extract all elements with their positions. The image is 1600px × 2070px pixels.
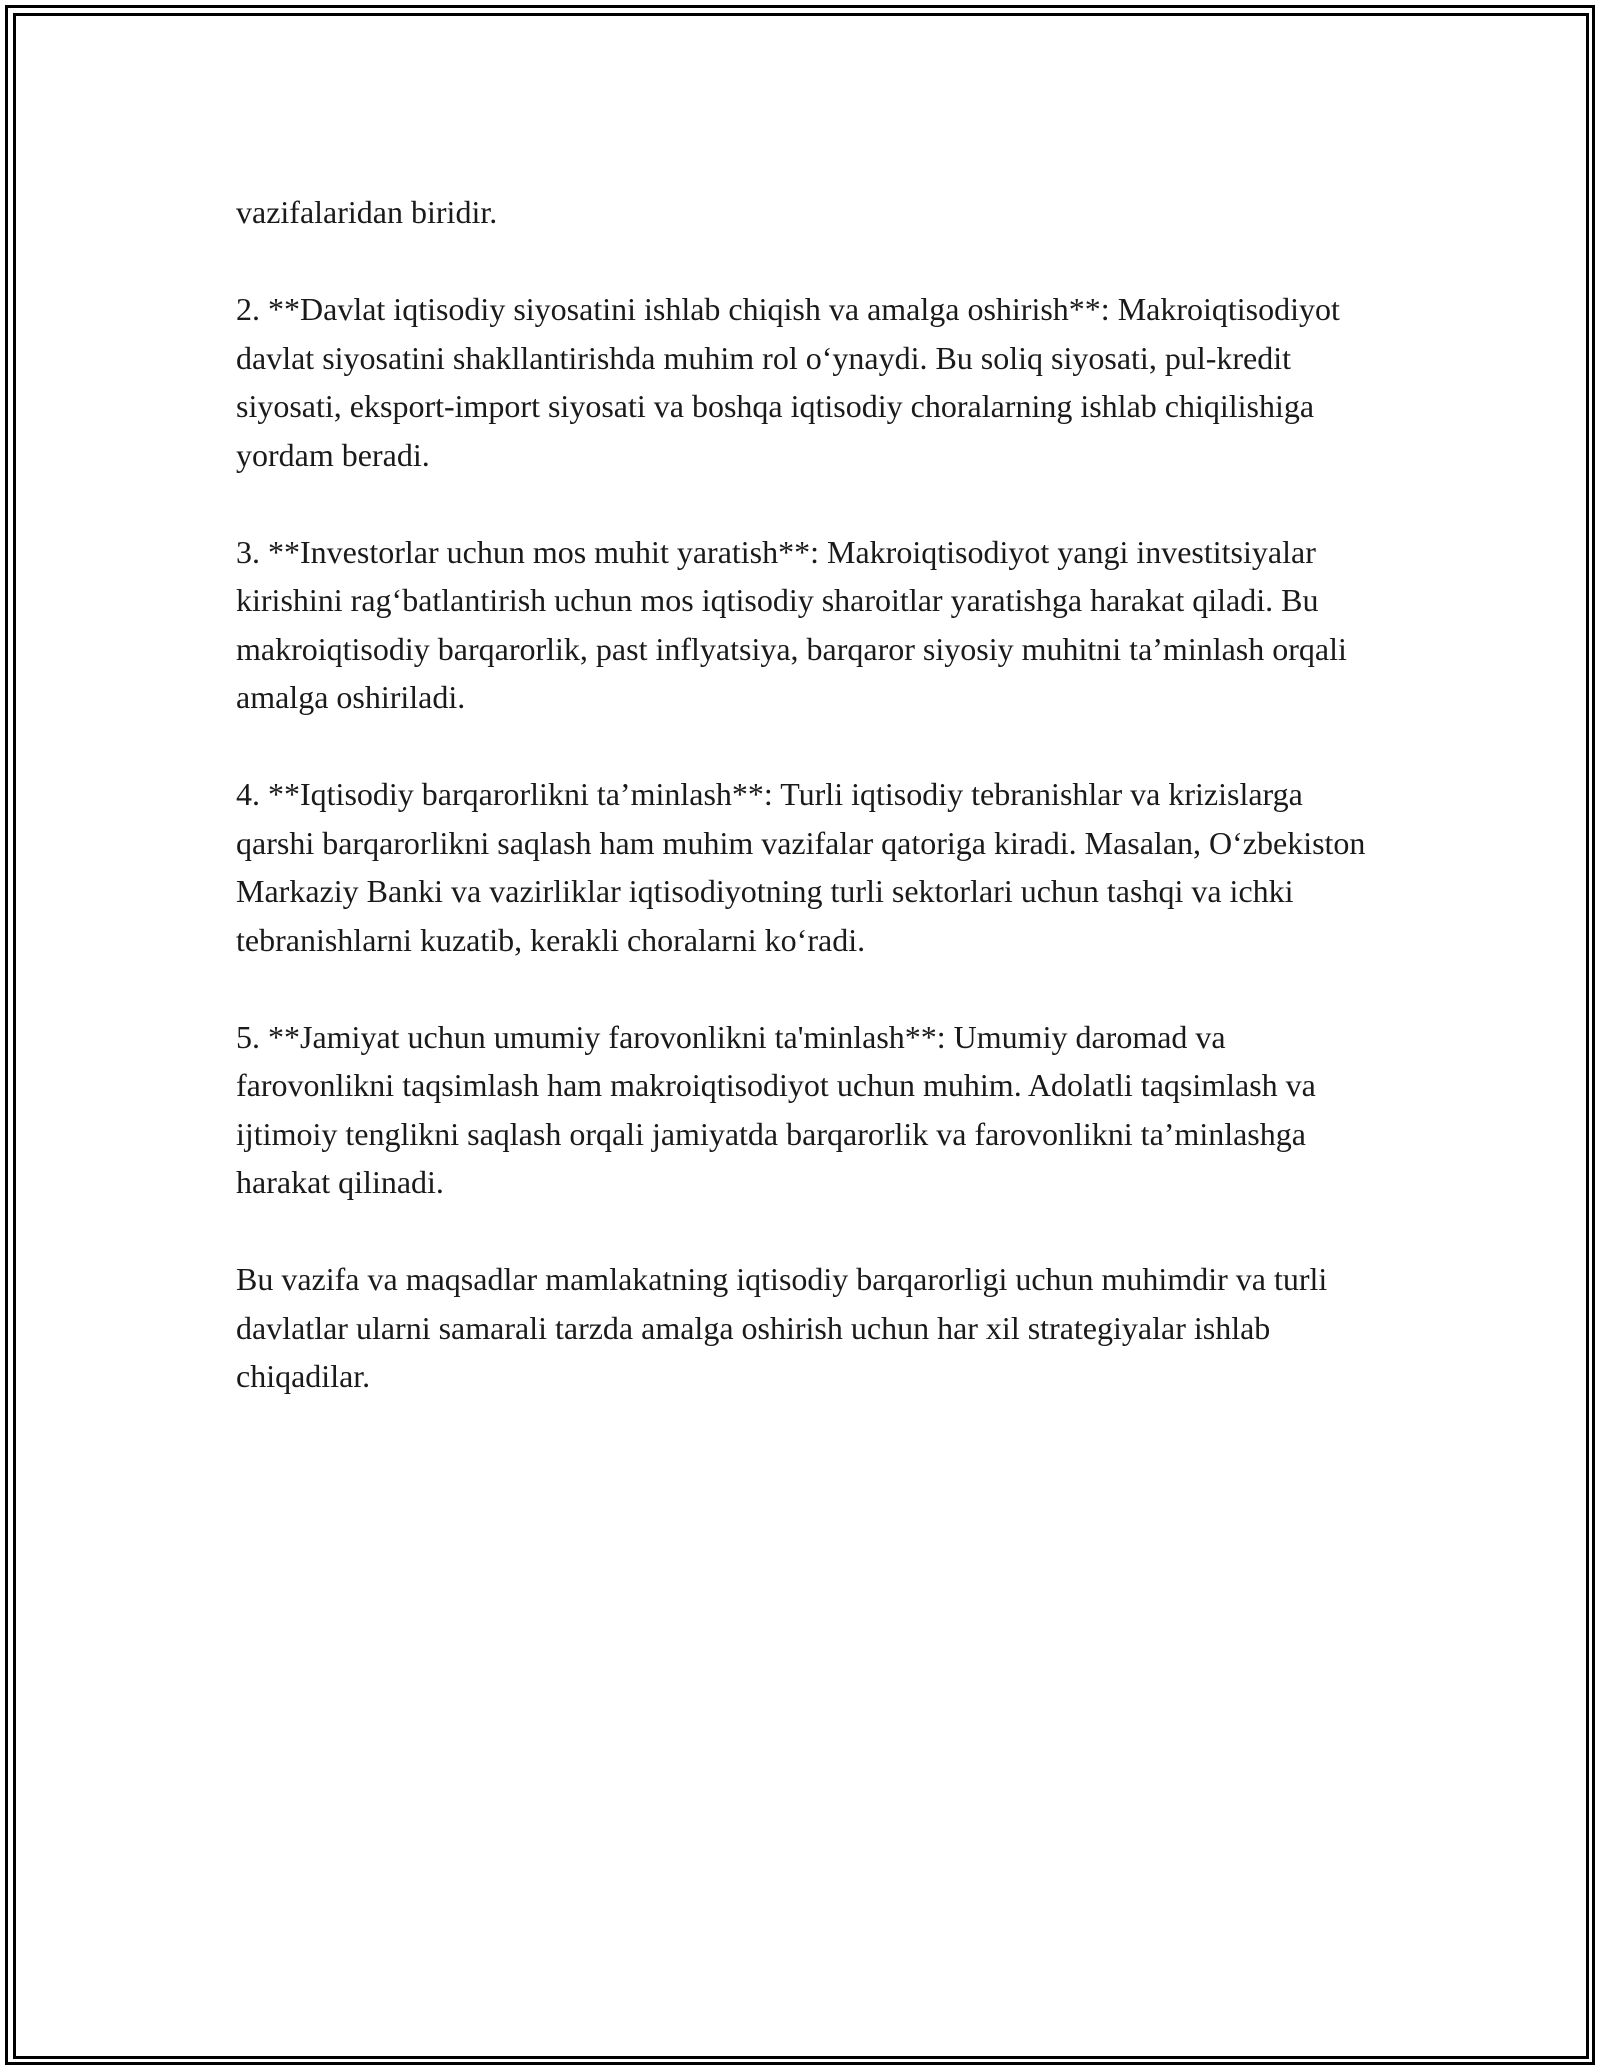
paragraph-conclusion: Bu vazifa va maqsadlar mamlakatning iqtisodiy barqarorligi uchun muhimdir va turli davlatlar ularni samarali tarzda amalga oshirish uchun har xil strategiyalar ishlab chiqadilar. — [236, 1261, 1328, 1394]
document-body — [236, 188, 1386, 1401]
paragraph-item-3: 3. **Investorlar uchun mos muhit yaratish**: Makroiqtisodiyot yangi investitsiyalar kirishini rag‘batlantirish uchun mos iqtisodiy sharoitlar yaratishga harakat qiladi. Bu makroiqtisodiy barqarorlik, past inflyatsiya, barqaror siyosiy muhitni ta’minlash orqali amalga oshiriladi. — [236, 533, 1347, 715]
paragraph-item-5: 5. **Jamiyat uchun umumiy farovonlikni ta'minlash**: Umumiy daromad va farovonlikni taqsimlash ham makroiqtisodiyot uchun muhim. Adolatli taqsimlash va ijtimoiy tenglikni saqlash orqali jamiyatda barqarorlik va farovonlikni ta’minlashga harakat qilinadi. — [236, 1018, 1316, 1200]
paragraph-item-2: 2. **Davlat iqtisodiy siyosatini ishlab chiqish va amalga oshirish**: Makroiqtisodiyot davlat siyosatini shakllantirishda muhim rol o‘ynaydi. Bu soliq siyosati, pul-kredit siyosati, eksport-import siyosati va boshqa iqtisodiy choralarning ishlab chiqilishiga yordam beradi. — [236, 291, 1340, 473]
paragraph-intro-continuation: vazifalaridan biridir. — [236, 194, 498, 230]
paragraph-item-4: 4. **Iqtisodiy barqarorlikni ta’minlash**: Turli iqtisodiy tebranishlar va krizislarga qarshi barqarorlikni saqlash ham muhim vazifalar qatoriga kiradi. Masalan, O‘zbekiston Markaziy Banki va vazirliklar iqtisodiyotning turli sektorlari uchun tashqi va ichki tebranishlarni kuzatib, kerakli choralarni ko‘radi. — [236, 776, 1366, 958]
